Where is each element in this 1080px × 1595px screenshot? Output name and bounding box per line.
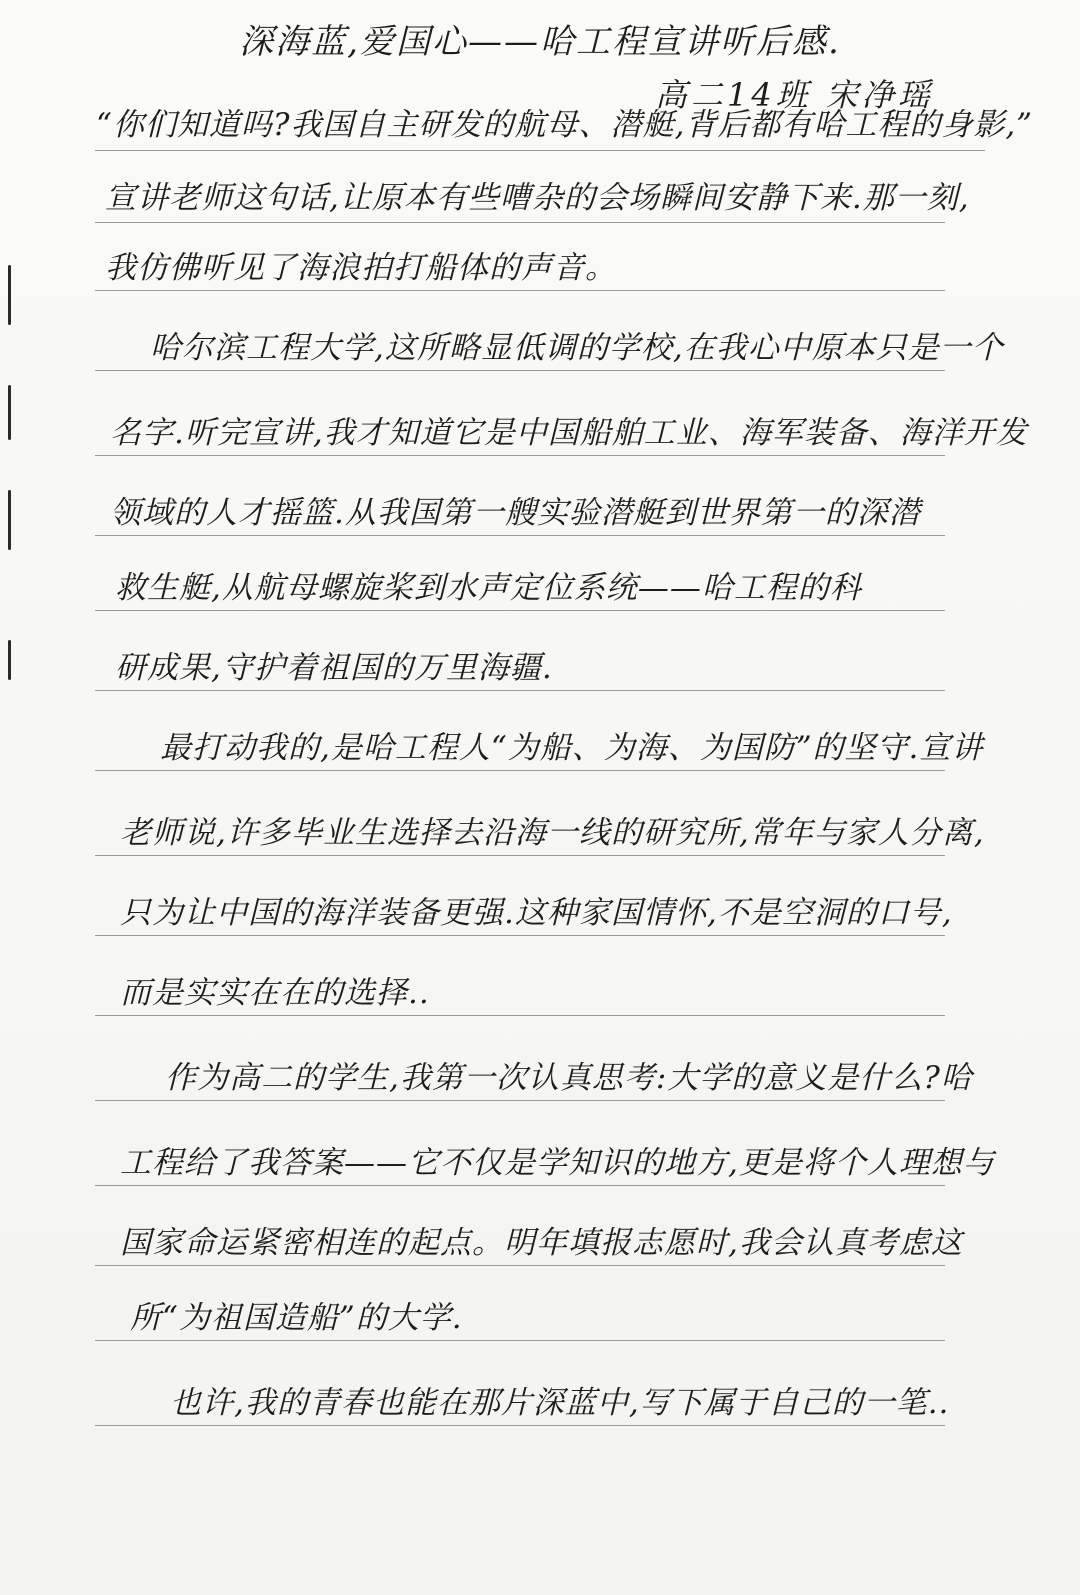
essay-line: 哈尔滨工程大学,这所略显低调的学校,在我心中原本只是一个 (150, 330, 1004, 366)
essay-line: 国家命运紧密相连的起点。明年填报志愿时,我会认真考虑这 (120, 1225, 963, 1261)
essay-line: 最打动我的,是哈工程人“为船、为海、为国防”的坚守.宣讲 (160, 730, 984, 766)
essay-line: 宣讲老师这句话,让原本有些嘈杂的会场瞬间安静下来.那一刻, (105, 180, 970, 216)
ruled-line (95, 222, 945, 223)
ruled-line (95, 690, 945, 691)
essay-author: 高二14班 宋净瑶 (655, 76, 934, 114)
ruled-line (95, 535, 945, 536)
essay-line: 救生艇,从航母螺旋桨到水声定位系统——哈工程的科 (115, 570, 862, 606)
essay-line: 所“为祖国造船”的大学. (130, 1300, 463, 1336)
ruled-line (95, 770, 945, 771)
ruled-line (95, 1265, 945, 1266)
essay-line: 只为让中国的海洋装备更强.这种家国情怀,不是空洞的口号, (120, 895, 953, 931)
ruled-line (95, 855, 945, 856)
essay-line: 我仿佛听见了海浪拍打船体的声音。 (105, 250, 617, 286)
essay-line: 工程给了我答案——它不仅是学知识的地方,更是将个人理想与 (120, 1145, 995, 1181)
ruled-line (95, 455, 945, 456)
ruled-line (95, 1015, 945, 1016)
ruled-line (95, 1100, 945, 1101)
ruled-line (95, 935, 945, 936)
ruled-line (95, 150, 985, 151)
essay-title: 深海蓝,爱国心——哈工程宣讲听后感. (239, 22, 841, 62)
essay-line: 也许,我的青春也能在那片深蓝中,写下属于自己的一笔.. (170, 1385, 950, 1421)
essay-line: 名字.听完宣讲,我才知道它是中国船舶工业、海军装备、海洋开发 (110, 415, 1028, 451)
ruled-line (95, 610, 945, 611)
essay-line: 研成果,守护着祖国的万里海疆. (115, 650, 553, 686)
essay-line: 领域的人才摇篮.从我国第一艘实验潜艇到世界第一的深潜 (110, 495, 921, 531)
essay-line: “你们知道吗?我国自主研发的航母、潜艇,背后都有哈工程的身影,” (96, 107, 1034, 143)
binder-edge-marks (8, 0, 22, 1595)
ruled-line (95, 1185, 945, 1186)
essay-line: 老师说,许多毕业生选择去沿海一线的研究所,常年与家人分离, (120, 815, 985, 851)
ruled-line (95, 1425, 945, 1426)
essay-line: 作为高二的学生,我第一次认真思考:大学的意义是什么?哈 (165, 1060, 973, 1096)
ruled-line (95, 370, 945, 371)
essay-line: 而是实实在在的选择.. (120, 975, 430, 1011)
ruled-line (95, 290, 945, 291)
ruled-line (95, 1340, 945, 1341)
